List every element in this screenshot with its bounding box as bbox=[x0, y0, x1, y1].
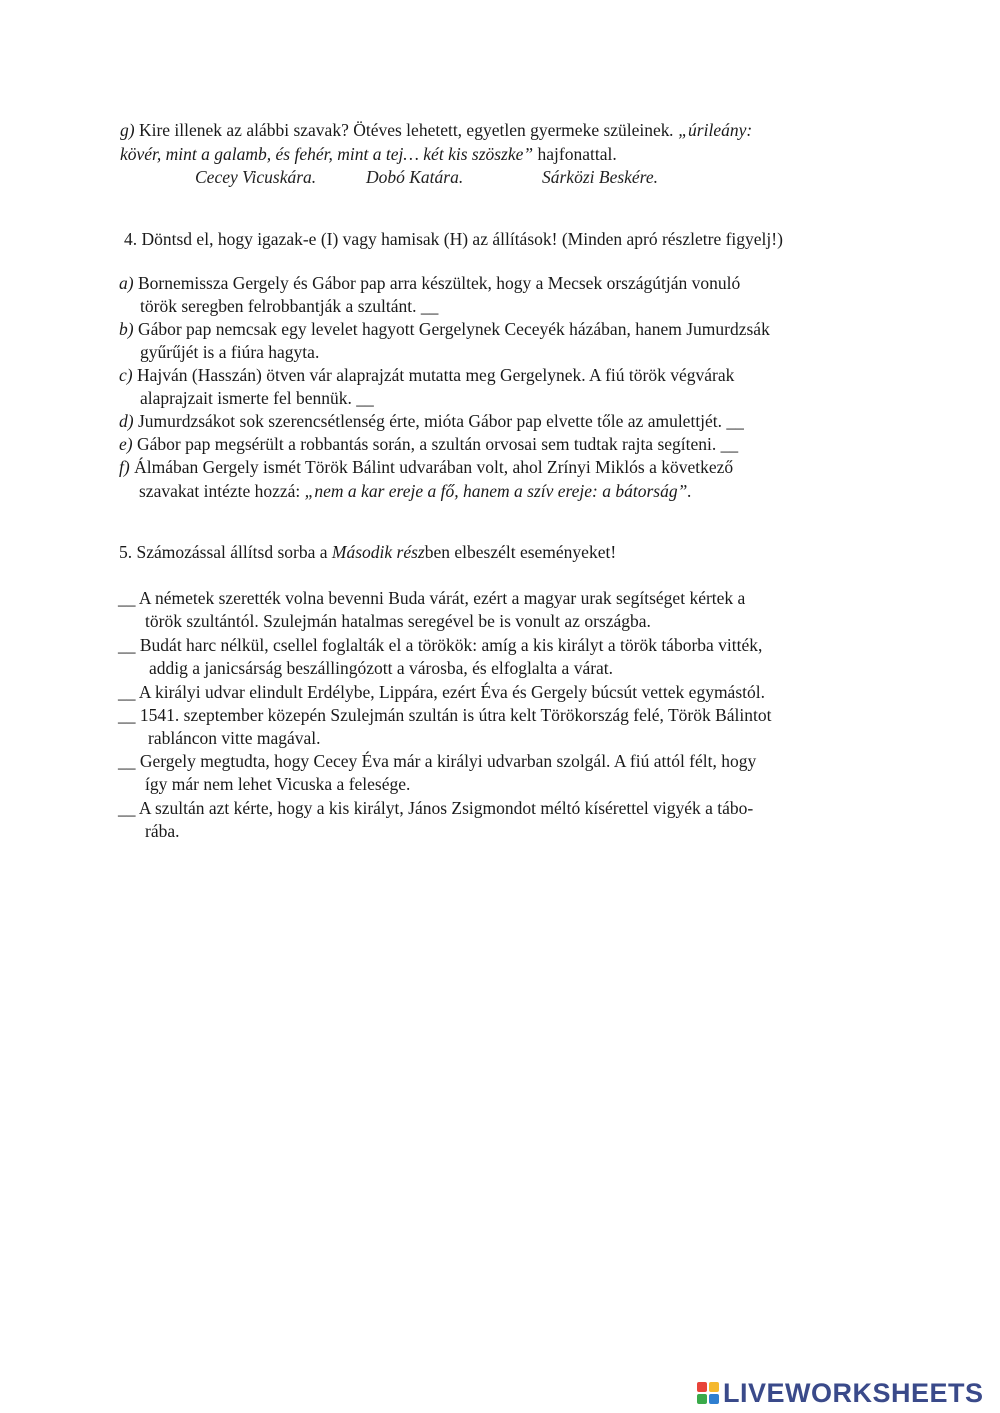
item-text: Gábor pap megsérült a robbantás során, a szultán orvosai sem tudtak rajta segíteni. __ bbox=[132, 434, 739, 454]
task-g-text1: Kire illenek az alábbi szavak? Ötéves lehetett, egyetlen gyermeke szüleinek bbox=[134, 120, 670, 140]
task5-item-2: __ Budát harc nélkül, csellel foglalták el a törökök: amíg a kis királyt a török táborba vitték, bbox=[118, 635, 763, 655]
task4-item-f-cont bbox=[139, 480, 692, 503]
logo-icon bbox=[697, 1382, 719, 1404]
item-label: d) bbox=[119, 411, 134, 431]
task5-item-1-cont: török szultántól. Szulejmán hatalmas seregével be is vonult az országba. bbox=[145, 611, 651, 631]
task5-item-6-cont: rába. bbox=[145, 821, 180, 841]
answer-option-3: Sárközi Beskére. bbox=[542, 167, 658, 187]
task5-item-2-cont: addig a janicsárság beszállingózott a városba, és elfoglalta a várat. bbox=[149, 658, 614, 678]
item-text: Hajván (Hasszán) ötven vár alaprajzát mutatta meg Gergelynek. A fiú török végvárak bbox=[132, 365, 735, 385]
heading-text: ben elbeszélt eseményeket! bbox=[424, 542, 617, 562]
task-g-label: g) bbox=[120, 120, 135, 140]
liveworksheets-logo[interactable] bbox=[697, 1378, 984, 1408]
task4-item-b bbox=[119, 318, 770, 341]
task5-item-5: __ Gergely megtudta, hogy Cecey Éva már a királyi udvarban szolgál. A fiú attól félt, hogy bbox=[118, 751, 757, 771]
item-label: f) bbox=[119, 457, 130, 477]
task4-item-f bbox=[119, 456, 733, 479]
item-label: e) bbox=[119, 434, 133, 454]
logo-square-1 bbox=[697, 1382, 707, 1392]
item-text: Gábor pap nemcsak egy levelet hagyott Gergelynek Ceceyék házában, hanem Jumurdzsák bbox=[133, 319, 770, 339]
task5-item-5-cont: így már nem lehet Vicuska a felesége. bbox=[145, 774, 411, 794]
answer-option-2: Dobó Katára. bbox=[366, 167, 464, 187]
heading-italic: Második rész bbox=[331, 542, 425, 562]
item-text: Jumurdzsákot sok szerencsétlenség érte, mióta Gábor pap elvette tőle az amulettjét. __ bbox=[133, 411, 744, 431]
task-g-line2 bbox=[120, 143, 617, 166]
task-g-quote1: . „úrileány: bbox=[669, 120, 753, 140]
task-g-line1 bbox=[120, 119, 752, 142]
task5-item-1: __ A németek szerették volna bevenni Buda várát, ezért a magyar urak segítséget kértek a bbox=[118, 588, 746, 608]
task4-item-e bbox=[119, 433, 738, 456]
logo-square-2 bbox=[709, 1382, 719, 1392]
answer-option-1: Cecey Vicuskára. bbox=[195, 167, 317, 187]
task4-item-b-cont: gyűrűjét is a fiúra hagyta. bbox=[140, 342, 320, 362]
logo-square-4 bbox=[709, 1394, 719, 1404]
logo-text: LIVEWORKSHEETS bbox=[723, 1377, 984, 1408]
heading-text: 5. Számozással állítsd sorba a bbox=[119, 542, 332, 562]
item-label: b) bbox=[119, 319, 134, 339]
item-label: c) bbox=[119, 365, 133, 385]
item-label: a) bbox=[119, 273, 134, 293]
task4-item-a bbox=[119, 272, 740, 295]
task4-item-d bbox=[119, 410, 744, 433]
task5-heading bbox=[119, 541, 616, 564]
task4-item-c bbox=[119, 364, 734, 387]
logo-square-3 bbox=[697, 1394, 707, 1404]
item-text: Álmában Gergely ismét Török Bálint udvarában volt, ahol Zrínyi Miklós a következő bbox=[129, 457, 734, 477]
item-quote: „nem a kar ereje a fő, hanem a szív ereje: a bátorság”. bbox=[304, 481, 692, 501]
task5-item-6: __ A szultán azt kérte, hogy a kis királyt, János Zsigmondot méltó kísérettel vigyék a tábo- bbox=[118, 798, 754, 818]
task5-item-3: __ A királyi udvar elindult Erdélybe, Lippára, ezért Éva és Gergely búcsút vettek egymástól. bbox=[118, 682, 765, 702]
task5-item-4-cont: rabláncon vitte magával. bbox=[148, 728, 321, 748]
item-text: szavakat intézte hozzá: bbox=[139, 481, 305, 501]
task4-item-a-cont: török seregben felrobbantják a szultánt. __ bbox=[140, 296, 439, 316]
task-g-text2: hajfonattal. bbox=[533, 144, 617, 164]
task5-item-4: __ 1541. szeptember közepén Szulejmán szultán is útra kelt Törökország felé, Török Bálintot bbox=[118, 705, 772, 725]
item-text: Bornemissza Gergely és Gábor pap arra készültek, hogy a Mecsek országútján vonuló bbox=[133, 273, 741, 293]
task-g-quote2: kövér, mint a galamb, és fehér, mint a tej… két kis szöszke” bbox=[120, 144, 534, 164]
task4-heading: 4. Döntsd el, hogy igazak-e (I) vagy hamisak (H) az állítások! (Minden apró részletre figyelj!) bbox=[124, 229, 783, 249]
task4-item-c-cont: alaprajzait ismerte fel bennük. __ bbox=[140, 388, 374, 408]
